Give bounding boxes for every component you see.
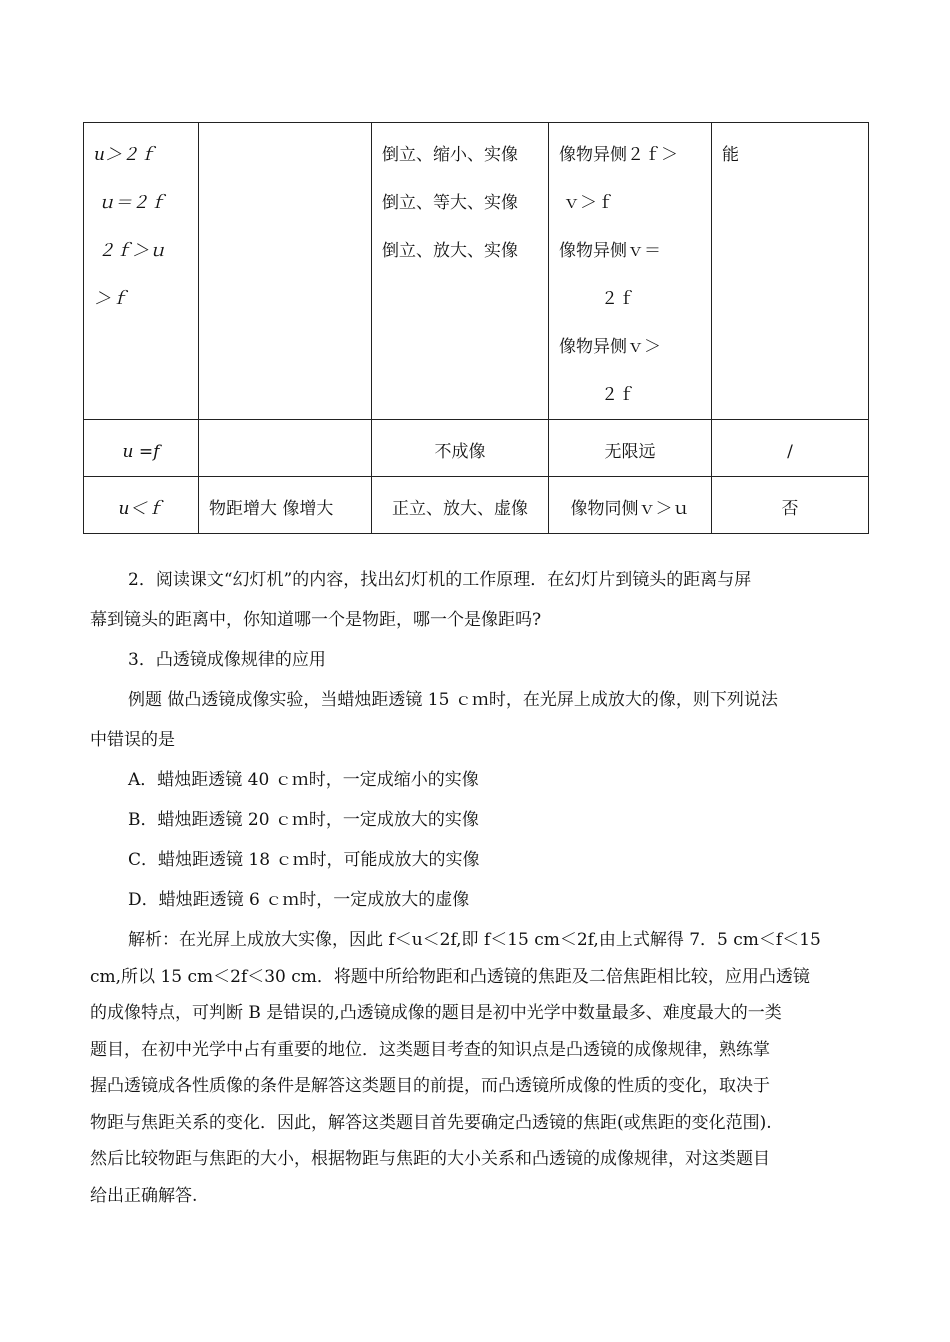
nature-line: 倒立、缩小、实像 bbox=[382, 145, 518, 165]
distance-line: 像物异侧ｖ＞ bbox=[559, 337, 661, 357]
nature-line: 倒立、放大、实像 bbox=[382, 241, 518, 261]
condition-line: u＞２ｆ bbox=[94, 145, 156, 165]
object-distance-cell: u＜ｆ bbox=[84, 477, 199, 534]
analysis-line: 的成像特点，可判断 B 是错误的,凸透镜成像的题目是初中光学中数量最多、难度最大的一类 bbox=[90, 1003, 782, 1023]
object-distance-cell: u =f bbox=[84, 420, 199, 477]
example-line1: 例题 做凸透镜成像实验，当蜡烛距透镜 15 ｃｍ时，在光屏上成放大的像，则下列说法 bbox=[128, 690, 778, 710]
section3-heading: 3．凸透镜成像规律的应用 bbox=[128, 650, 326, 670]
change-cell bbox=[199, 123, 372, 420]
distance-line: ２ｆ bbox=[601, 385, 635, 405]
distance-line: ｖ＞ｆ bbox=[563, 193, 614, 213]
option-c: C．蜡烛距透镜 18 ｃｍ时，可能成放大的实像 bbox=[128, 850, 480, 870]
analysis-line: 握凸透镜成各性质像的条件是解答这类题目的前提，而凸透镜所成像的性质的变化，取决于 bbox=[90, 1076, 770, 1096]
screen-cell: 否 bbox=[712, 477, 869, 534]
option-b: B．蜡烛距透镜 20 ｃｍ时，一定成放大的实像 bbox=[128, 810, 479, 830]
analysis-line: 给出正确解答. bbox=[90, 1185, 198, 1206]
change-cell bbox=[199, 420, 372, 477]
document-body bbox=[90, 560, 865, 1212]
condition-line: ２ｆ＞ｕ bbox=[98, 241, 166, 261]
image-nature-cell bbox=[372, 123, 549, 420]
analysis-line: 然后比较物距与焦距的大小，根据物距与焦距的大小关系和凸透镜的成像规律，对这类题目 bbox=[90, 1149, 770, 1169]
condition-line: ＞ｆ bbox=[94, 289, 128, 309]
nature-line: 倒立、等大、实像 bbox=[382, 193, 518, 213]
imaging-rules-table bbox=[83, 122, 869, 534]
image-nature-cell: 不成像 bbox=[372, 420, 549, 477]
screen-cell: / bbox=[712, 420, 869, 477]
condition-line: ｕ＝２ｆ bbox=[98, 193, 166, 213]
section2-line2: 幕到镜头的距离中，你知道哪一个是物距，哪一个是像距吗? bbox=[90, 610, 542, 630]
distance-line: ２ｆ bbox=[601, 289, 635, 309]
section2-line1: 2．阅读课文“幻灯机”的内容，找出幻灯机的工作原理．在幻灯片到镜头的距离与屏 bbox=[128, 570, 752, 590]
analysis-block bbox=[90, 924, 865, 1212]
image-distance-cell: 像物同侧ｖ＞ｕ bbox=[549, 477, 712, 534]
object-distance-cell bbox=[84, 123, 199, 420]
table-row bbox=[84, 477, 869, 534]
table-row bbox=[84, 420, 869, 477]
analysis-line: 解析：在光屏上成放大实像，因此 f＜u＜2f,即 f＜15 cm＜2f,由上式解得 7．5 cm＜f＜15 bbox=[128, 930, 821, 950]
example-line2: 中错误的是 bbox=[90, 730, 175, 750]
distance-line: 像物异侧ｖ＝ bbox=[559, 241, 661, 261]
option-d: D．蜡烛距透镜 6 ｃｍ时，一定成放大的虚像 bbox=[128, 890, 470, 910]
analysis-line: cm,所以 15 cm＜2f＜30 cm．将题中所给物距和凸透镜的焦距及二倍焦距相比较，应用凸透镜 bbox=[90, 966, 810, 987]
analysis-line: 物距与焦距关系的变化．因此，解答这类题目首先要确定凸透镜的焦距(或焦距的变化范围). bbox=[90, 1112, 772, 1133]
change-cell: 物距增大 像增大 bbox=[199, 477, 372, 534]
image-distance-cell: 无限远 bbox=[549, 420, 712, 477]
analysis-line: 题目，在初中光学中占有重要的地位．这类题目考查的知识点是凸透镜的成像规律，熟练掌 bbox=[90, 1039, 770, 1060]
image-distance-cell bbox=[549, 123, 712, 420]
option-a: A．蜡烛距透镜 40 ｃｍ时，一定成缩小的实像 bbox=[128, 770, 479, 790]
distance-line: 像物异侧２ｆ＞ bbox=[559, 145, 678, 165]
table-row bbox=[84, 123, 869, 420]
image-nature-cell: 正立、放大、虚像 bbox=[372, 477, 549, 534]
screen-cell: 能 bbox=[712, 123, 869, 420]
